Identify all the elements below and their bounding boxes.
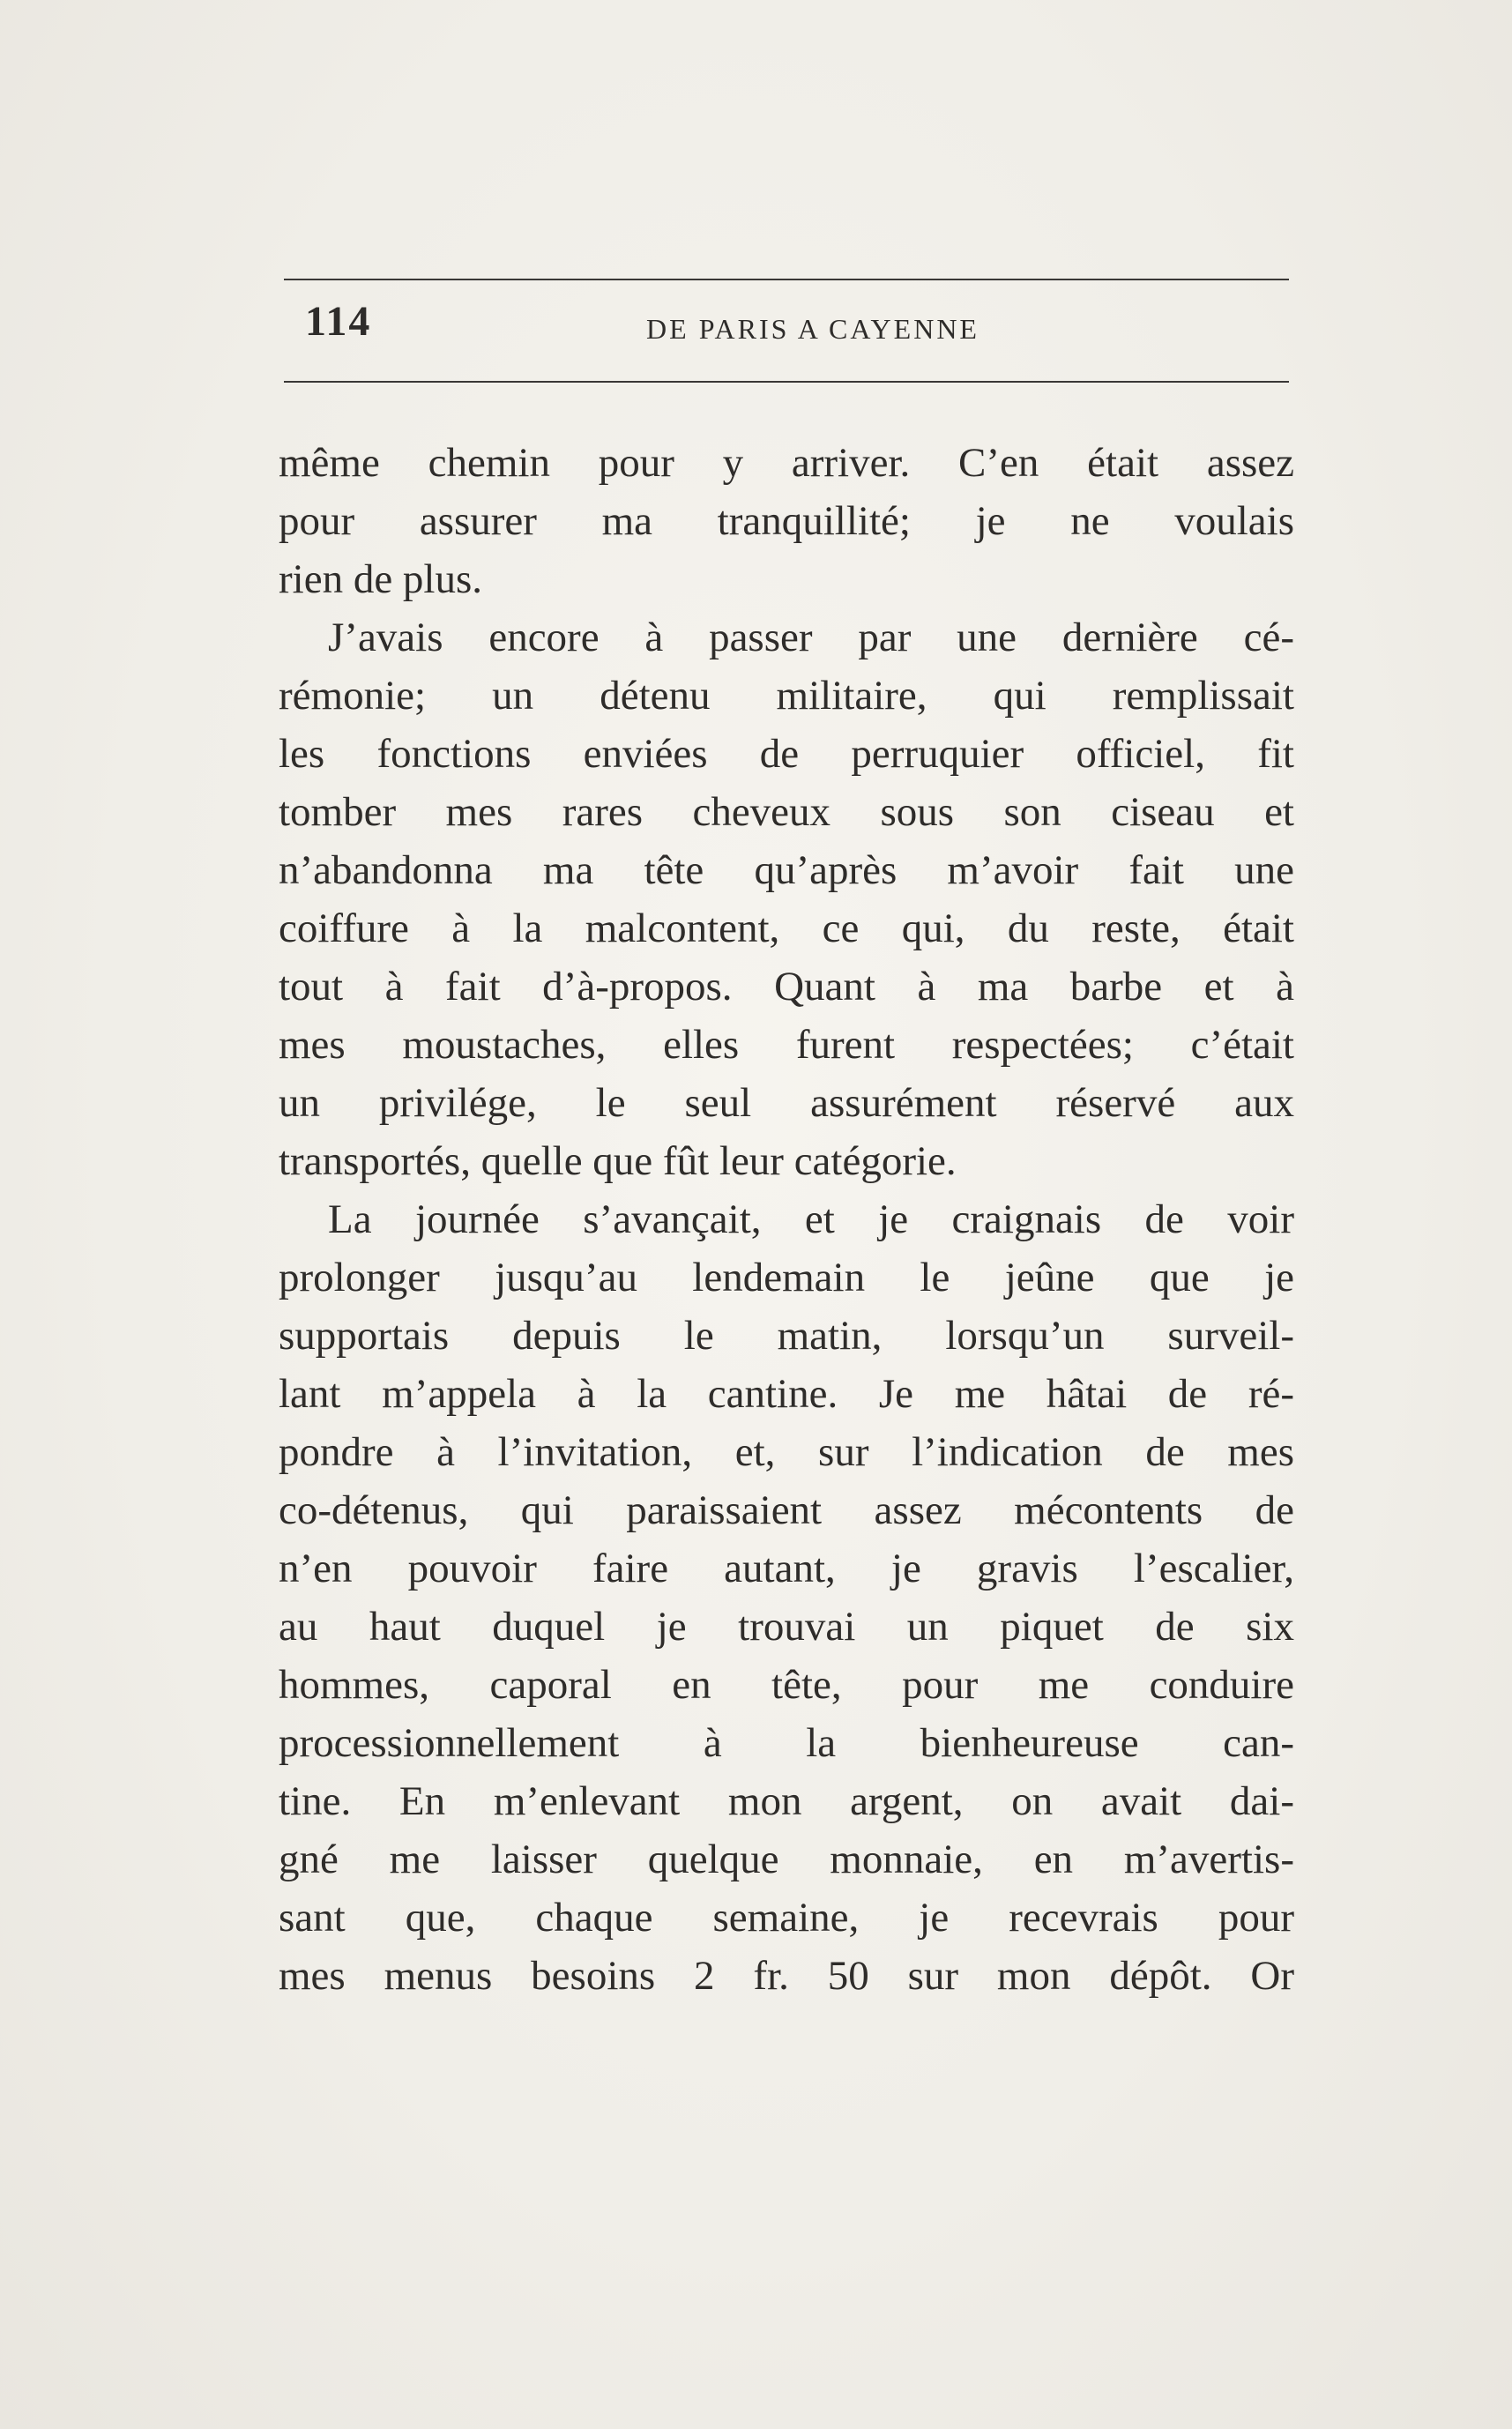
- text-line: tine. En m’enlevant mon argent, on avait dai-: [279, 1778, 1294, 1824]
- text-line: pour assurer ma tranquillité; je ne voulais: [279, 498, 1294, 544]
- page-header: [284, 291, 1289, 370]
- text-line: gné me laisser quelque monnaie, en m’avertis-: [279, 1837, 1294, 1882]
- text-line: au haut duquel je trouvai un piquet de six: [279, 1604, 1294, 1650]
- header-top-rule: [284, 279, 1289, 280]
- text-line: tomber mes rares cheveux sous son ciseau et: [279, 789, 1294, 835]
- text-line: lant m’appela à la cantine. Je me hâtai de ré-: [279, 1371, 1294, 1417]
- page-number: 114: [305, 298, 372, 345]
- text-line: hommes, caporal en tête, pour me conduire: [279, 1662, 1294, 1708]
- text-line: processionnellement à la bienheureuse can-: [279, 1720, 1294, 1766]
- text-line: prolonger jusqu’au lendemain le jeûne que je: [279, 1255, 1294, 1300]
- text-line: coiffure à la malcontent, ce qui, du reste, était: [279, 905, 1294, 951]
- text-line: tout à fait d’à-propos. Quant à ma barbe et à: [279, 964, 1294, 1010]
- text-line: pondre à l’invitation, et, sur l’indication de mes: [279, 1429, 1294, 1475]
- text-line: mes menus besoins 2 fr. 50 sur mon dépôt. Or: [279, 1953, 1294, 1999]
- text-line: transportés, quelle que fût leur catégorie.: [279, 1138, 957, 1184]
- text-line: La journée s’avançait, et je craignais de voir: [328, 1196, 1294, 1242]
- text-line: sant que, chaque semaine, je recevrais pour: [279, 1895, 1294, 1941]
- text-line: supportais depuis le matin, lorsqu’un surveil-: [279, 1313, 1294, 1359]
- text-line: mes moustaches, elles furent respectées; c’était: [279, 1022, 1294, 1068]
- text-line: rien de plus.: [279, 556, 483, 602]
- text-line: n’en pouvoir faire autant, je gravis l’escalier,: [279, 1546, 1294, 1591]
- text-line: J’avais encore à passer par une dernière cé-: [328, 615, 1294, 660]
- text-line: rémonie; un détenu militaire, qui remplissait: [279, 673, 1294, 719]
- body-text: [279, 434, 1294, 2005]
- header-bottom-rule: [284, 381, 1289, 383]
- text-line: même chemin pour y arriver. C’en était assez: [279, 440, 1294, 486]
- text-line: un privilége, le seul assurément réservé aux: [279, 1080, 1294, 1126]
- text-line: n’abandonna ma tête qu’après m’avoir fait une: [279, 847, 1294, 893]
- running-title: DE PARIS A CAYENNE: [646, 313, 979, 345]
- text-line: co-détenus, qui paraissaient assez mécontents de: [279, 1487, 1294, 1533]
- text-line: les fonctions enviées de perruquier officiel, fit: [279, 731, 1294, 777]
